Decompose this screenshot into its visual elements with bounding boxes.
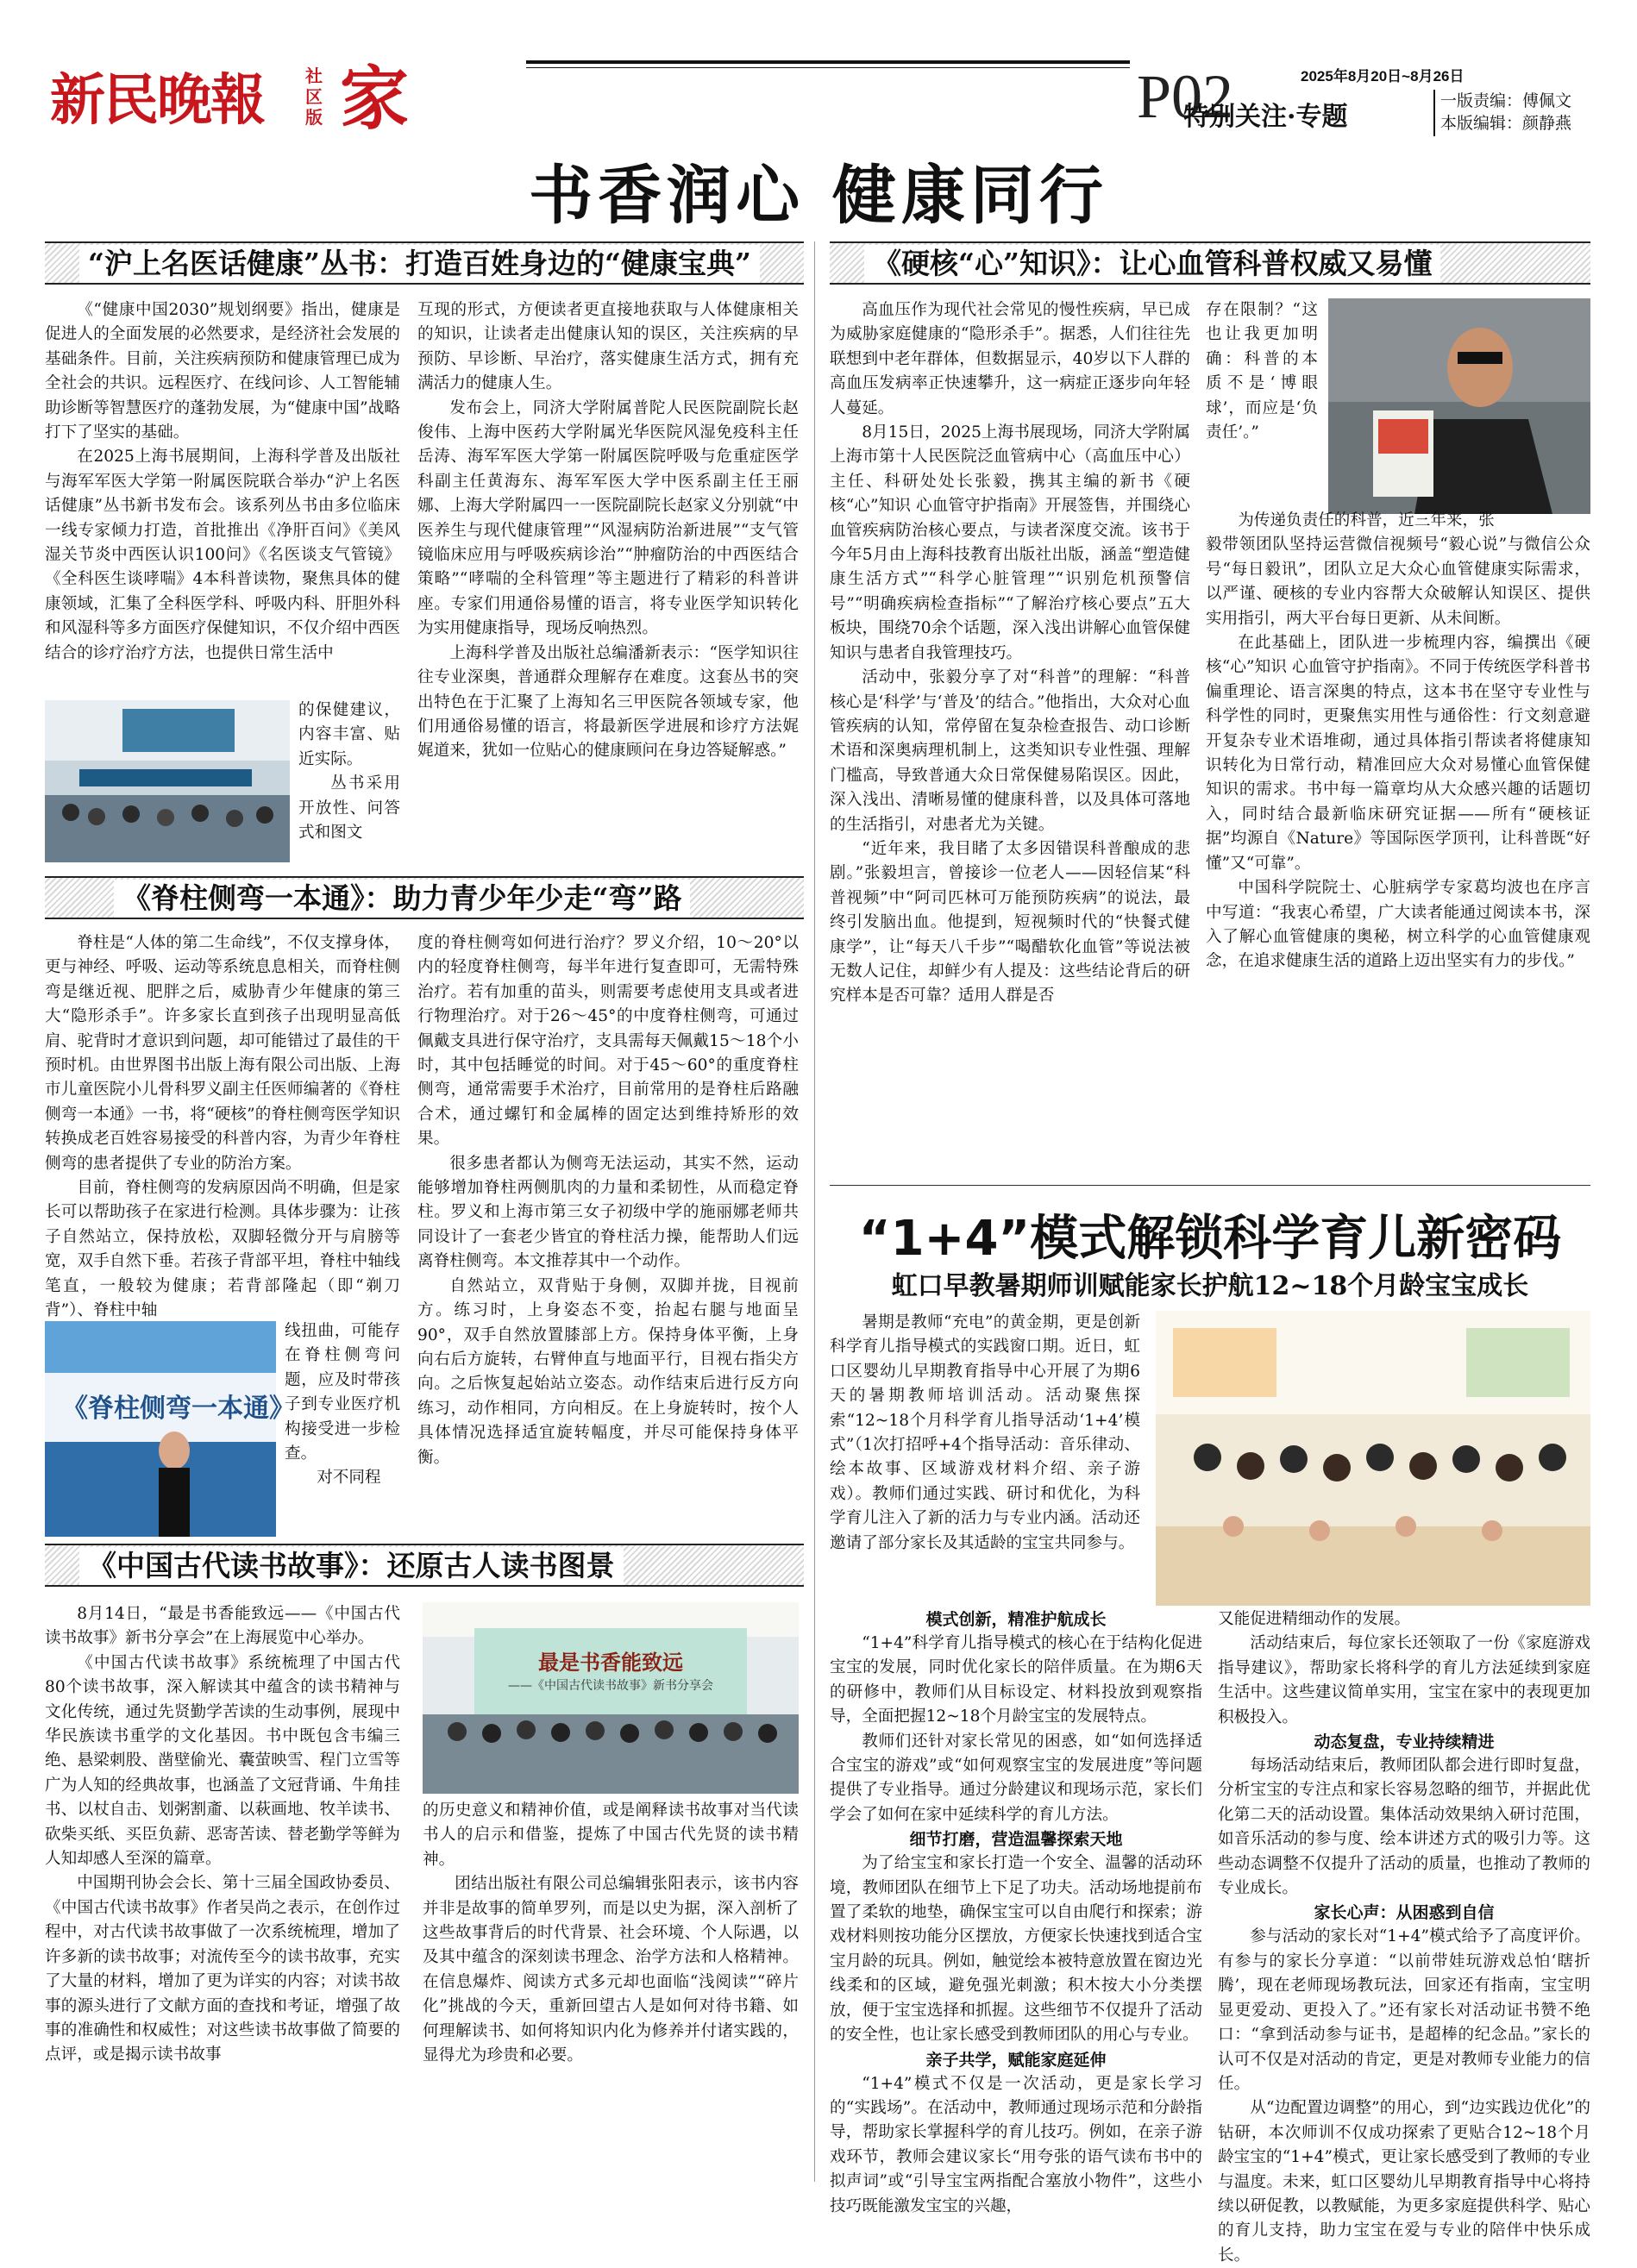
section-divider	[830, 1185, 1590, 1186]
article3-paragraph: 中国期刊协会会长、第十三届全国政协委员、《中国古代读书故事》作者吴尚之表示，在创作过程中，对古代读书故事做了一次系统梳理，增加了许多新的读书故事；对流传至今的读书故事，充实了大量的材料，增加了更为详实的内容；对读书故事的源头进行了文献方面的查找和考证，增强了故事的准确性和权威性；对这些读书故事做了简要的点评，或是揭示读书故事	[45, 1874, 400, 2064]
reading-event-photo	[423, 1602, 799, 1794]
parent-child-group-photo	[1156, 1311, 1590, 1606]
article5-paragraph: “1+4”科学育儿指导模式的核心在于结构化促进宝宝的发展，同时优化家长的陪伴质量。在为期6天的研修中，教师们从目标设定、材料投放到观察指导，全面把握12~18个月龄宝宝的发展特点。	[830, 1634, 1202, 1726]
article4-wrap-text	[1206, 298, 1318, 505]
article2-wrap-text	[285, 1319, 400, 1535]
article3-paragraph: 团结出版社有限公司总编辑张阳表示，该书内容并非是故事的简单罗列，而是以史为据，深入剖析了这些故事背后的时代背景、社会环境、个人际遇，以及其中蕴含的深刻读书理念、治学方法和人格精神。在信息爆炸、阅读方式多元却也面临“浅阅读”“碎片化”挑战的今天，重新回望古人是如何对待书籍、如何理解读书、如何将知识内化为修养并付诸实践的，显得尤为珍贵和必要。	[423, 1875, 799, 2065]
article5-subhead: 模式创新，精准护航成长	[925, 1610, 1107, 1629]
page-headline: 书香润心 健康同行	[529, 159, 1108, 233]
book-launch-photo	[45, 700, 290, 862]
logo-jia-glyph: 家	[340, 58, 409, 139]
article4-paragraph: 毅带领团队坚持运营微信视频号“毅心说”与微信公众号“每日毅讯”，团队立足大众心血管健康实际需求，以严谨、硬核的专业内容帮大众破解认知误区、提供实用指引，两大平台每日更新、从未间断。	[1206, 536, 1590, 628]
article5-subhead: 亲子共学，赋能家庭延伸	[925, 2050, 1107, 2070]
article2-title: 《脊柱侧弯一本通》：助力青少年少走“弯”路	[114, 880, 690, 918]
article2-wrap-line: 线扭曲，可能存在脊柱侧弯问题，应及时带孩子到专业医疗机构接受进一步检查。	[285, 1322, 400, 1463]
article5-column2	[1218, 1607, 1590, 2265]
newspaper-logo: 新民晚報	[50, 68, 264, 133]
header-rule-thin	[526, 67, 1130, 68]
editor-line-2: 本版编辑：颜静燕	[1440, 114, 1572, 133]
article1-wrap-text	[298, 699, 400, 871]
scoliosis-book-photo-caption: 《脊柱侧弯一本通》	[62, 1394, 295, 1424]
article3-paragraph: 的历史意义和精神价值，或是阐释读书故事对当代读书人的启示和借鉴，提炼了中国古代先贤的读书精神。	[423, 1801, 799, 1869]
article4-title: 《硬核“心”知识》：让心血管科普权威又易懂	[864, 245, 1440, 283]
article2-wrap-line-2: 对不同程	[317, 1469, 381, 1488]
editor-line-1: 一版责编：傅佩文	[1440, 91, 1572, 110]
article1-paragraph: 在2025上海书展期间，上海科学普及出版社与海军军医大学第一附属医院联合举办“沪上名医话健康”丛书新书发布会。该系列丛书由多位临床一线专家倾力打造，首批推出《净肝百问》《美风湿关节炎中西医认识100问》《名医谈支气管镜》《全科医生谈哮喘》4本科普读物，聚焦具体的健康领域，汇集了全科医学科、呼吸内科、肝胆外科和风湿科等多方面医疗保健知识，不仅介绍中西医结合的诊疗治疗方法，也提供日常生活中	[45, 448, 400, 662]
doctor-portrait-photo	[1328, 298, 1590, 514]
article5-subhead: 细节打磨，营造温馨探索天地	[909, 1830, 1123, 1850]
article1-wrap-line: 的保健建议，内容丰富、贴近实际。	[298, 701, 400, 768]
article1-title-bar	[45, 241, 804, 285]
article5-title: “1+4”模式解锁科学育儿新密码	[858, 1211, 1562, 1267]
article3-paragraph: 《中国古代读书故事》系统梳理了中国古代80个读书故事，深入解读其中蕴含的读书精神与文化传统，通过先贤勤学苦读的生动事例，展现中华民族读书重学的文化基因。书中既包含韦编三绝、悬梁刺股、凿壁偷光、囊萤映雪、程门立雪等广为人知的经典故事，也涵盖了文冠背诵、牛角挂书、以杖自击、划粥割齑、以萩画地、牧羊读书、砍柴买纸、买臣负薪、恶寄苦读、替老勤学等鲜为人知却感人至深的篇章。	[45, 1653, 400, 1869]
article1-paragraph: 《“健康中国2030”规划纲要》指出，健康是促进人的全面发展的必然要求，是经济社会发展的基础条件。目前，关注疾病预防和健康管理已成为全社会的共识。远程医疗、在线问诊、人工智能辅助诊断等智慧医疗的蓬勃发展，为“健康中国”战略打下了坚实的基础。	[45, 301, 400, 442]
masthead	[50, 53, 533, 148]
article3-title-bar	[45, 1544, 804, 1587]
article4-paragraph: “近年来，我目睹了太多因错误科普酿成的悲剧。”张毅坦言，曾接诊一位老人——因轻信某“科普视频”中“阿司匹林可万能预防疾病”的说法，最终引发脑出血。他提到，短视频时代的“快餐式健康学”，让“每天八千步”“喝醋软化血管”等说法被无数人记住，却鲜少有人提及：这些结论背后的研究样本是否可靠？适用人群是否	[830, 839, 1190, 1006]
article2-paragraph: 脊柱是“人体的第二生命线”，不仅支撑身体，更与神经、呼吸、运动等系统息息相关，而脊柱侧弯是继近视、肥胖之后，威胁青少年健康的第三大“隐形杀手”。许多家长直到孩子出现明显高低肩、驼背时才意识到问题，却可能错过了最佳的干预时机。由世界图书出版上海有限公司出版、上海市儿童医院小儿骨科罗义副主任医师编著的《脊柱侧弯一本通》一书，将“硬核”的脊柱侧弯医学知识转换成老百姓容易接受的科普内容，为青少年脊柱侧弯的患者提供了专业的防治方案。	[45, 934, 400, 1173]
article5-paragraph: “1+4”模式不仅是一次活动，更是家长学习的“实践场”。在活动中，教师通过现场示范和分龄指导，帮助家长掌握科学的育儿技巧。例如，在亲子游戏环节，教师会建议家长“用夸张的语气读布书中的拟声词”或“引导宝宝两指配合塞放小物件”，这些小技巧既能激发宝宝的兴趣，	[830, 2074, 1202, 2215]
header-rule	[526, 60, 1130, 64]
article4-paragraph: 8月15日，2025上海书展现场，同济大学附属上海市第十人民医院泛血管病中心（高血压中心）主任、科研处处长张毅，携其主编的新书《硬核“心”知识 心血管守护指南》开展签售，并围绕心血管疾病防治核心要点，与读者深度交流。该书于今年5月由上海科技教育出版社出版，涵盖“塑造健康生活方式”“科学心脏管理”“识别危机预警信号”“明确疾病检查指标”“了解治疗核心要点”五大板块，围绕70余个话题，深入浅出讲解心血管保健知识与患者自我管理技巧。	[830, 423, 1190, 662]
article1-paragraph: 互现的形式，方便读者更直接地获取与人体健康相关的知识，让读者走出健康认知的误区，关注疾病的早预防、早诊断、早治疗，落实健康生活方式，拥有充满活力的健康人生。	[417, 301, 799, 393]
article5-paragraph: 教师们还针对家长常见的困惑，如“如何选择适合宝宝的游戏”或“如何观察宝宝的发展进度”等问题提供了专业指导。通过分龄建议和现场示范，家长们学会了如何在家中延续科学的育儿方法。	[830, 1732, 1202, 1824]
article5-subtitle: 虹口早教暑期师训赋能家长护航12~18个月龄宝宝成长	[891, 1271, 1529, 1301]
issue-date: 2025年8月20日~8月26日	[1301, 68, 1465, 85]
article4-wrap-line: 存在限制？“这也让我更加明确：科普的本质不是‘博眼球’，而应是‘负责任’。”	[1206, 301, 1318, 442]
event-banner-subtext: ——《中国古代读书故事》新书分享会	[508, 1679, 713, 1693]
article4-paragraph: 中国科学院院士、心脏病学专家葛均波也在序言中写道：“我衷心希望，广大读者能通过阅读本书，深入了解心血管健康的奥秘，树立科学的心血管健康观念，在追求健康生活的道路上迈出坚实有力的步伐。”	[1206, 879, 1590, 971]
scoliosis-book-photo	[45, 1321, 295, 1537]
article5-intro	[830, 1311, 1140, 1604]
article1-paragraph: 发布会上，同济大学附属普陀人民医院副院长赵俊伟、上海中医药大学附属光华医院风湿免疫科主任岳涛、海军军医大学第一附属医院呼吸与危重症医学科副主任黄海东、海军军医大学中医系副主任王丽娜、上海大学附属四一一医院副院长赵家义分别就“中医养生与现代健康管理”“风湿病防治新进展”“支气管镜临床应用与呼吸疾病诊治”“肿瘤防治的中西医结合策略”“哮喘的全科管理”等主题进行了精彩的科普讲座。专家们用通俗易懂的语言，将专业医学知识转化为实用健康指导，现场反响热烈。	[417, 398, 799, 638]
header-divider	[1433, 90, 1435, 136]
article4-paragraph: 在此基础上，团队进一步梳理内容，编撰出《硬核“心”知识 心血管守护指南》。不同于传统医学科普书偏重理论、语言深奥的特点，这本书在坚守专业性与科学性的同时，更聚焦实用性与通俗性：行文刻意避开复杂专业术语堆砌，通过具体指引帮读者将健康知识转化为日常行动，精准回应大众对易懂心血管保健知识的需求。书中每一篇章均从大众感兴趣的话题切入，同时结合最新临床研究证据——所有“硬核证据”均源自《Nature》等国际医学顶刊，让科普既“好懂”又“可靠”。	[1206, 634, 1590, 873]
logo-edition-label: 社区版	[305, 66, 323, 128]
article1-title: “沪上名医话健康”丛书：打造百姓身边的“健康宝典”	[79, 245, 760, 283]
article1-wrap-line-2: 丛书采用开放性、问答式和图文	[298, 774, 400, 843]
article3-title: 《中国古代读书故事》：还原古人读书图景	[79, 1547, 624, 1585]
article2-column2	[417, 931, 799, 1535]
article4-wrap-line-2: 为传递负责任的科普，近三年来，张	[1238, 511, 1495, 529]
article5-paragraph: 为了给宝宝和家长打造一个安全、温馨的活动环境，教师团队在细节上下足了功夫。活动场地提前布置了柔软的地垫，确保宝宝可以自由爬行和探索；游戏材料则按功能分区摆放，方便家长快速找到适合宝宝月龄的玩具。例如，触觉绘本被特意放置在窗边光线柔和的区域，避免强光刺激；积木按大小分类摆放，便于宝宝选择和抓握。这些细节不仅提升了活动的安全性，也让家长感受到教师团队的用心与专业。	[830, 1854, 1202, 2045]
article3-paragraph: 8月14日，“最是书香能致远——《中国古代读书故事》新书分享会”在上海展览中心举办。	[45, 1605, 400, 1648]
article4-paragraph: 高血压作为现代社会常见的慢性疾病，早已成为威胁家庭健康的“隐形杀手”。据悉，人们往往先联想到中老年群体，但数据显示，40岁以下人群的高血压发病率正快速攀升，这一病症正逐步向年轻人蔓延。	[830, 301, 1190, 417]
article5-paragraph: 活动结束后，每位家长还领取了一份《家庭游戏指导建议》，帮助家长将科学的育儿方法延续到家庭生活中。这些建议简单实用，宝宝在家中的表现更加积极投入。	[1218, 1634, 1590, 1726]
article5-column1	[830, 1607, 1202, 2215]
article2-paragraph: 很多患者都认为侧弯无法运动，其实不然，运动能够增加脊柱两侧肌肉的力量和柔韧性，从而稳定脊柱。罗义和上海市第三女子初级中学的施丽娜老师共同设计了一套老少皆宜的脊柱活力操，能帮助人们远离脊柱侧弯。本文推荐其中一个动作。	[417, 1154, 799, 1271]
article5-paragraph: 参与活动的家长对“1+4”模式给予了高度评价。有参与的家长分享道：“以前带娃玩游戏总怕‘瞎折腾’，现在老师现场教玩法，回家还有指南，宝宝明显更爱动、更投入了。”还有家长对活动证书赞不绝口：“拿到活动参与证书，是超棒的纪念品。”家长的认可不仅是对活动的肯定，更是对教师专业能力的信任。	[1218, 1927, 1590, 2093]
article5-paragraph: 又能促进精细动作的发展。	[1218, 1610, 1411, 1628]
article3-column1	[45, 1602, 400, 2182]
article5-paragraph: 从“边配置边调整”的用心，到“边实践边优化”的钻研，本次师训不仅成功探索了更贴合12~18个月龄宝宝的“1+4”模式，更让家长感受到了教师的专业与温度。未来，虹口区婴幼儿早期教育指导中心将持续以研促教，以教赋能，为更多家庭提供科学、贴心的育儿支持，助力宝宝在爱与专业的陪伴中快乐成长。	[1218, 2099, 1590, 2265]
article2-title-bar	[45, 876, 804, 919]
event-banner-text: 最是书香能致远	[538, 1650, 683, 1675]
article2-column1	[45, 931, 400, 1321]
article1-column1	[45, 298, 400, 697]
article5-subhead: 动态复盘，专业持续精进	[1314, 1732, 1495, 1752]
article4-column2	[1206, 509, 1590, 1171]
article5-subhead: 家长心声：从困惑到自信	[1314, 1903, 1495, 1923]
article2-paragraph: 自然站立，双背贴于身侧，双脚并拢，目视前方。练习时，上身姿态不变，抬起右腿与地面呈90°，双手自然放置膝部上方。保持身体平衡，上身向右后方旋转，右臂伸直与地面平行，目视右指尖方向。之后恢复起始站立姿态。动作结束后进行反方向练习，动作相同，方向相反。在上身旋转时，按个人具体情况选择适宜旋转幅度，并尽可能保持身体平衡。	[417, 1276, 799, 1467]
page-number: P02	[1137, 62, 1234, 131]
article3-column2	[423, 1799, 799, 2182]
article2-paragraph: 度的脊柱侧弯如何进行治疗？罗义介绍，10～20°以内的轻度脊柱侧弯，每半年进行复查即可，无需特殊治疗。若有加重的苗头，则需要考虑使用支具或者进行物理治疗。对于26～45°的中度脊柱侧弯，可通过佩戴支具进行保守治疗，支具需每天佩戴15～18个小时，其中包括睡觉的时间。对于45～60°的重度脊柱侧弯，通常需要手术治疗，目前常用的是脊柱后路融合术，通过螺钉和金属棒的固定达到维持矫形的效果。	[417, 934, 799, 1149]
article4-title-bar	[830, 241, 1590, 285]
article2-paragraph: 目前，脊柱侧弯的发病原因尚不明确，但是家长可以帮助孩子在家进行检测。具体步骤为：让孩子自然站立，保持放松，双脚轻微分开与肩膀等宽，双手自然下垂。若孩子背部平坦，脊柱中轴线笔直，一般较为健康；若背部隆起（即“剃刀背”）、脊柱中轴	[45, 1179, 400, 1320]
section-label: 特别关注·专题	[1183, 102, 1348, 132]
article4-paragraph: 活动中，张毅分享了对“科普”的理解：“科普核心是‘科学’与‘普及’的结合。”他指出，大众对心血管疾病的认知，常停留在复杂检查报告、动口诊断术语和深奥病理机制上，这类知识专业性强、理解门槛高，导致普通大众日常保健易陷误区。因此，深入浅出、清晰易懂的健康科普，以及具体可落地的生活指引，对患者尤为关键。	[830, 668, 1190, 834]
editor-credits	[1440, 90, 1571, 135]
article5-paragraph: 每场活动结束后，教师团队都会进行即时复盘，分析宝宝的专注点和家长容易忽略的细节，并据此优化第二天的活动设置。集体活动效果纳入研讨范围，如音乐活动的参与度、绘本讲述方式的吸引力等。这些动态调整不仅提升了活动的质量，也推动了教师的专业成长。	[1218, 1757, 1590, 1898]
article1-column2	[417, 298, 799, 871]
article4-column1	[830, 298, 1190, 1171]
article5-intro-paragraph: 暑期是教师“充电”的黄金期，更是创新科学育儿指导模式的实践窗口期。近日，虹口区婴幼儿早期教育指导中心开展了为期6天的暑期教师培训活动。活动聚焦探索“12~18个月科学育儿指导活动‘1+4’模式”（1次打招呼+4个指导活动：音乐律动、绘本故事、区域游戏材料介绍、亲子游戏）。教师们通过实践、研讨和优化，为科学育儿注入了新的活力与专业内涵。活动还邀请了部分家长及其适龄的宝宝共同参与。	[830, 1313, 1140, 1552]
column-divider	[814, 241, 815, 2182]
article1-paragraph: 上海科学普及出版社总编潘新表示：“医学知识往往专业深奥，普通群众理解存在难度。这套丛书的突出特色在于汇聚了上海知名三甲医院各领域专家，他们用通俗易懂的语言，将最新医学进展和诊疗方法娓娓道来，犹如一位贴心的健康顾问在身边答疑解惑。”	[417, 643, 799, 761]
